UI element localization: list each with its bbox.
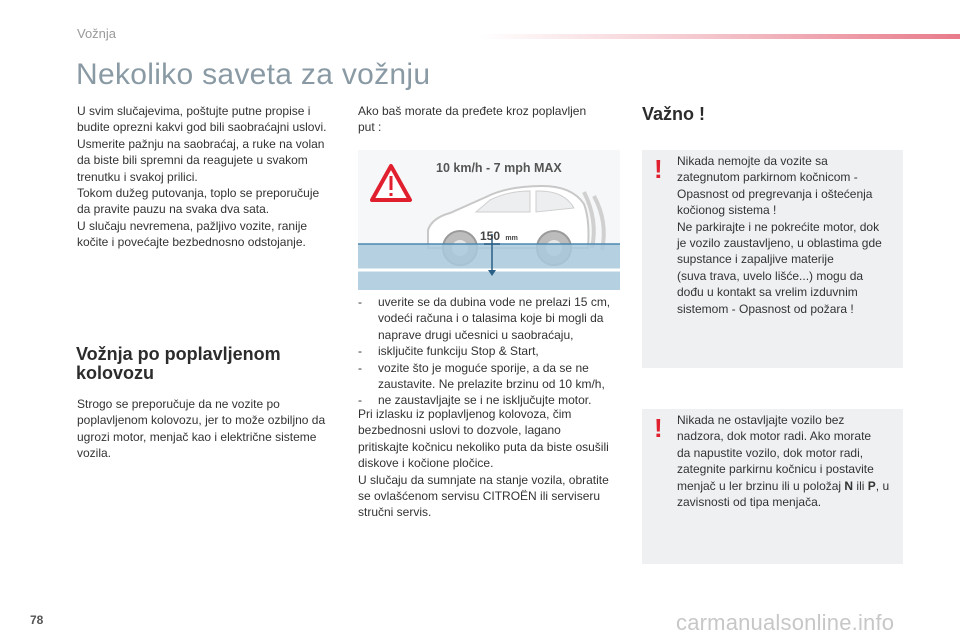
warning-line: zategnutom parkirnom kočnicom - bbox=[677, 170, 858, 185]
list-item bbox=[358, 360, 620, 393]
warning-line-part: ili bbox=[853, 478, 868, 493]
flooded-line: Strogo se preporučuje da ne vozite po bbox=[77, 397, 280, 411]
bullet-dash: - bbox=[358, 344, 362, 359]
crossing-intro bbox=[358, 103, 613, 136]
outro-line: pritiskajte kočnicu nekoliko puta da biste osušili bbox=[358, 439, 609, 454]
crossing-bullets bbox=[358, 294, 620, 409]
flooded-heading-line: Vožnja po poplavljenom bbox=[76, 344, 281, 364]
outro-line: Pri izlasku iz poplavljenog kolovoza, čim bbox=[358, 407, 572, 421]
intro-line: kočite i povećajte bezbednosno odstojanje. bbox=[77, 235, 306, 250]
bullet-line: zaustavite. Ne prelazite brzinu od 10 km/h, bbox=[378, 377, 605, 392]
section-label: Vožnja bbox=[77, 26, 117, 41]
exclamation-icon: ! bbox=[654, 413, 663, 443]
warning-line: zavisnosti od tipa menjača. bbox=[677, 495, 822, 510]
warning-text bbox=[677, 412, 895, 510]
warning-line: zategnite parkirnu kočnicu i postavite bbox=[677, 462, 874, 477]
outro-line: U slučaju da sumnjate na stanje vozila, obratite bbox=[358, 472, 609, 487]
list-item bbox=[358, 294, 620, 343]
flooded-line: ugrozi motor, menjač kao i električne sisteme bbox=[77, 429, 317, 444]
intro-line: trenutku i svakoj prilici. bbox=[77, 169, 198, 184]
bullet-line: isključite funkciju Stop & Start, bbox=[378, 344, 539, 359]
warning-line bbox=[677, 478, 895, 494]
water-level bbox=[358, 244, 620, 290]
page-number: 78 bbox=[30, 613, 44, 627]
crossing-intro-line: Ako baš morate da pređete kroz poplavljen bbox=[358, 104, 587, 118]
depth-value: 150 bbox=[480, 229, 501, 243]
warning-box-parking-brake bbox=[642, 150, 903, 368]
bullet-dash: - bbox=[358, 360, 362, 375]
warning-line: nadzora, dok motor radi. Ako morate bbox=[677, 429, 872, 444]
speed-limit-label: 10 km/h - 7 mph MAX bbox=[436, 161, 562, 175]
intro-paragraph bbox=[77, 103, 347, 251]
warning-line: Ne parkirajte i ne pokrećite motor, dok bbox=[677, 219, 880, 234]
intro-line: da biste bili spremni da reagujete u svakom bbox=[77, 153, 308, 168]
intro-line: Usmerite pažnju na saobraćaj, a ruke na volan bbox=[77, 136, 325, 151]
exclamation-icon: ! bbox=[654, 154, 663, 184]
bullet-line: ne zaustavljajte se i ne isključujte motor. bbox=[378, 393, 592, 408]
outro-line: diskove i kočione pločice. bbox=[358, 456, 494, 471]
outro-line: stručni servis. bbox=[358, 505, 432, 520]
list-item bbox=[358, 343, 620, 359]
warning-line: Opasnost od pregrevanja i oštećenja bbox=[677, 186, 873, 201]
bullet-dash: - bbox=[358, 295, 362, 309]
important-heading: Važno ! bbox=[642, 104, 706, 124]
gear-n-label: N bbox=[844, 478, 854, 493]
warning-line: (suva trava, uvelo lišće...) mogu da bbox=[677, 268, 864, 283]
flooded-road-heading bbox=[76, 345, 346, 383]
warning-text bbox=[677, 153, 895, 317]
warning-line: Nikada nemojte da vozite sa bbox=[677, 154, 828, 168]
intro-line: budite oprezni kakvi god bili saobraćajni uslovi. bbox=[77, 120, 327, 135]
warning-line: da napustite vozilo, dok motor radi, bbox=[677, 445, 864, 460]
warning-line: je vozilo zaustavljeno, u oblastima gde bbox=[677, 236, 882, 251]
warning-line: supstance i zapaljive materije bbox=[677, 252, 834, 267]
flooded-line: poplavljenom kolovozu, jer to može ozbiljno da bbox=[77, 413, 326, 428]
bullet-line: naprave drugi učesnici u saobraćaju, bbox=[378, 327, 574, 342]
crossing-outro bbox=[358, 406, 622, 521]
bullet-dash: - bbox=[358, 393, 362, 408]
bullet-line: uverite se da dubina vode ne prelazi 15 cm, bbox=[378, 295, 611, 309]
warning-line: sistemom - Opasnost od požara ! bbox=[677, 301, 854, 316]
warning-line: kočionog sistema ! bbox=[677, 203, 777, 218]
page-title: Nekoliko saveta za vožnju bbox=[76, 58, 431, 91]
outro-line: se ovlašćenom servisu CITROËN ili serviseru bbox=[358, 489, 601, 504]
crossing-intro-line: put : bbox=[358, 120, 382, 135]
gear-p-label: P bbox=[867, 478, 876, 493]
depth-unit: mm bbox=[505, 235, 518, 242]
warning-line-part: , u bbox=[875, 478, 890, 493]
intro-line: Tokom dužeg putovanja, toplo se preporučuje bbox=[77, 186, 320, 201]
watermark: carmanualsonline.info bbox=[676, 610, 895, 635]
outro-line: bezbednosni uslovi to dozvole, lagano bbox=[358, 423, 561, 438]
flooded-road-illustration bbox=[358, 150, 620, 290]
warning-line-part: menjač u ler brzinu ili u položaj bbox=[677, 478, 845, 493]
warning-box-unattended bbox=[642, 409, 903, 564]
flooded-paragraph bbox=[77, 396, 347, 462]
bullet-line: vodeći računa i o talasima koje bi mogli da bbox=[378, 311, 604, 326]
bullet-line: vozite što je moguće sporije, a da se ne bbox=[378, 360, 589, 375]
intro-line: U slučaju nevremena, pažljivo vozite, ranije bbox=[77, 218, 308, 233]
flooded-line: vozila. bbox=[77, 446, 112, 461]
warning-line: Nikada ne ostavljajte vozilo bez bbox=[677, 413, 845, 427]
intro-line: U svim slučajevima, poštujte putne propise i bbox=[77, 104, 311, 118]
warning-line: dođu u kontakt sa vrelim izduvnim bbox=[677, 285, 858, 300]
header-rule bbox=[480, 34, 960, 39]
flooded-heading-line: kolovozu bbox=[76, 363, 155, 383]
intro-line: da pravite pauzu na svaka dva sata. bbox=[77, 202, 270, 217]
